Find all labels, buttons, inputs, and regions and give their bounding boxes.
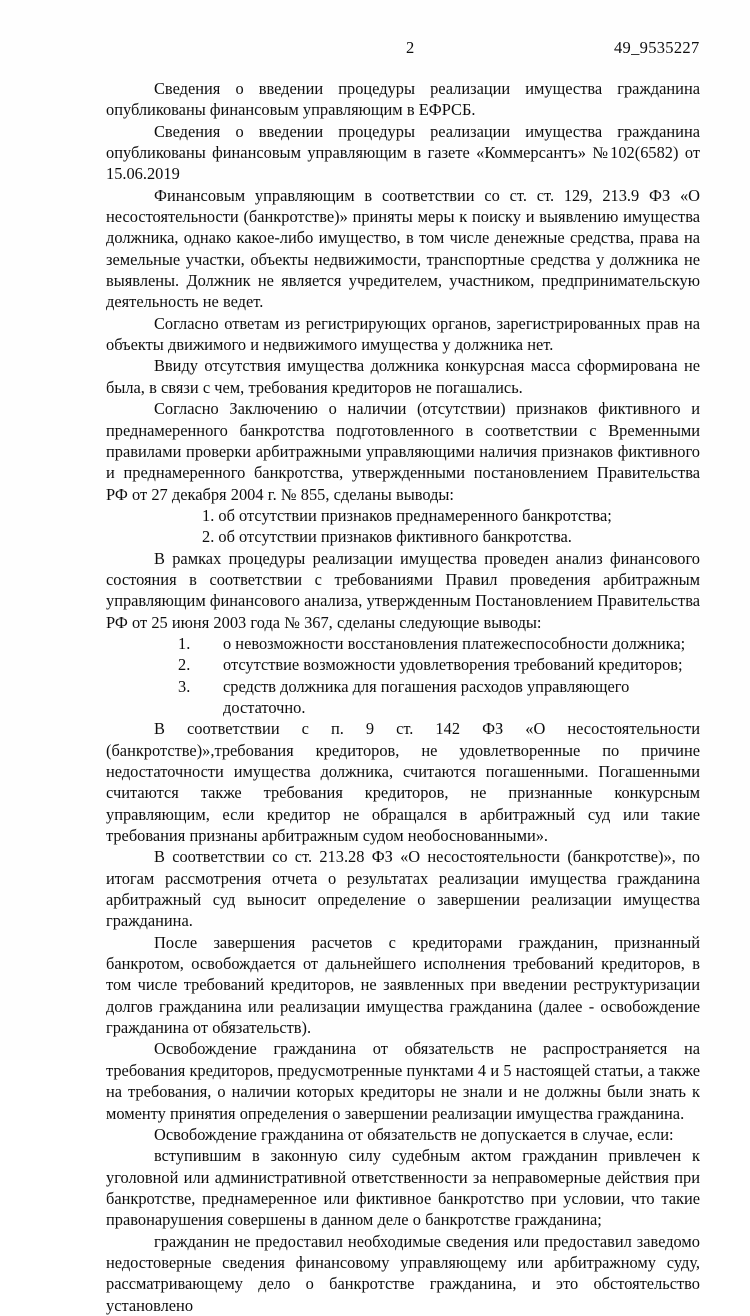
document-code: 49_9535227 [614,38,700,57]
list-item-text: о невозможности восстановления платежеспособности должника; [223,633,686,653]
list-item [106,633,700,654]
list-item [106,505,700,526]
list-item-number: 2. [178,655,191,675]
list-financial-conclusions [106,633,700,718]
list-item-text: об отсутствии признаков преднамеренного банкротства; [218,505,612,525]
paragraph-no-bankruptcy-estate: Ввиду отсутствия имущества должника конкурсная масса сформирована не была, в связи с чем, требования кредиторов не погашались. [106,356,700,397]
page-number: 2 [406,38,415,57]
list-item [106,526,700,547]
paragraph-release-from-obligations: После завершения расчетов с кредиторами гражданин, признанный банкротом, освобождается от дальнейшего исполнения требований кредиторов, в том числе требований кредиторов, не заявленных при введении реструктуризации долгов гражданина или реализации имущества гражданина (далее - освобождение гражданина от обязательств). [106,932,700,1038]
list-item-number: 1. [202,505,215,525]
paragraph-court-ruling-completion: В соответствии со ст. 213.28 ФЗ «О несостоятельности (банкротстве)», по итогам рассмотрения отчета о результатах реализации имущества гражданина арбитражный суд выносит определение о завершении реализации имущества гражданина. [106,847,700,931]
list-item-number: 3. [178,676,191,696]
page-header [106,40,700,62]
paragraph-criminal-administrative-liability: вступившим в законную силу судебным актом гражданин привлечен к уголовной или административной ответственности за неправомерные действия при банкротстве, преднамеренное или фиктивное банкротство при условии, что такие правонарушения совершены в данном деле о банкротстве гражданина; [106,1146,700,1230]
paragraph-fictitious-bankruptcy-conclusion: Согласно Заключению о наличии (отсутствии) признаков фиктивного и преднамеренного банкротства подготовленного в соответствии с Временными правилами проверки арбитражными управляющими наличия признаков фиктивного и преднамеренного банкротства, утвержденными постановлением Правительства РФ от 27 декабря 2004 г. № 855, сделаны выводы: [106,399,700,504]
paragraph-claims-considered-repaid: В соответствии с п. 9 ст. 142 ФЗ «О несостоятельности (банкротстве)»,требования кредиторов, не удовлетворенные по причине недостаточности имущества должника, считаются погашенными. Погашенными считаются также требования кредиторов, не признанные конкурсным управляющим, если кредитор не обращался в арбитражный суд или такие требования признаны арбитражным судом необоснованными». [106,719,700,846]
paragraph-property-search-measures: Финансовым управляющим в соответствии со ст. ст. 129, 213.9 ФЗ «О несостоятельности (банкротстве)» приняты меры к поиску и выявлению имущества должника, однако какое-либо имущество, в том числе денежные средства, права на земельные участки, объекты недвижимости, транспортные средства у должника не выявлены. Должник не является учредителем, участником, предпринимательскую деятельность не ведет. [106,185,700,312]
paragraph-registry-response: Согласно ответам из регистрирующих органов, зарегистрированных прав на объекты движимого и недвижимого имущества у должника нет. [106,313,700,355]
paragraph-kommersant-publication: Сведения о введении процедуры реализации имущества гражданина опубликованы финансовым управляющим в газете «Коммерсантъ» №102(6582) от 15.06.2019 [106,121,700,184]
paragraph-efrsb-publication: Сведения о введении процедуры реализации имущества гражданина опубликованы финансовым управляющим в ЕФРСБ. [106,79,700,120]
paragraph-release-exceptions: Освобождение гражданина от обязательств не распространяется на требования кредиторов, предусмотренные пунктами 4 и 5 настоящей статьи, а также на требования, о наличии которых кредиторы не знали и не должны были знать к моменту принятия определения о завершении реализации имущества гражданина. [106,1039,700,1123]
paragraph-false-information: гражданин не предоставил необходимые сведения или предоставил заведомо недостоверные сведения финансовому управляющему или арбитражному суду, рассматривающему дело о банкротстве гражданина, и это обстоятельство установлено [106,1231,700,1315]
document-body [106,78,700,1316]
paragraph-release-not-allowed-intro: Освобождение гражданина от обязательств не допускается в случае, если: [154,1124,674,1144]
list-item-text: средств должника для погашения расходов управляющего достаточно. [223,676,630,717]
list-item-number: 2. [202,527,215,547]
list-item [106,654,700,675]
list-item [106,676,700,719]
paragraph-financial-analysis: В рамках процедуры реализации имущества проведен анализ финансового состояния в соответствии с требованиями Правил проведения арбитражным управляющим финансового анализа, утвержденным Постановлением Правительства РФ от 25 июня 2003 года № 367, сделаны следующие выводы: [106,548,700,632]
list-item-text: отсутствие возможности удовлетворения требований кредиторов; [223,655,683,675]
list-item-number: 1. [178,633,191,653]
list-bankruptcy-conclusions [106,505,700,548]
list-item-text: об отсутствии признаков фиктивного банкротства. [218,527,572,547]
